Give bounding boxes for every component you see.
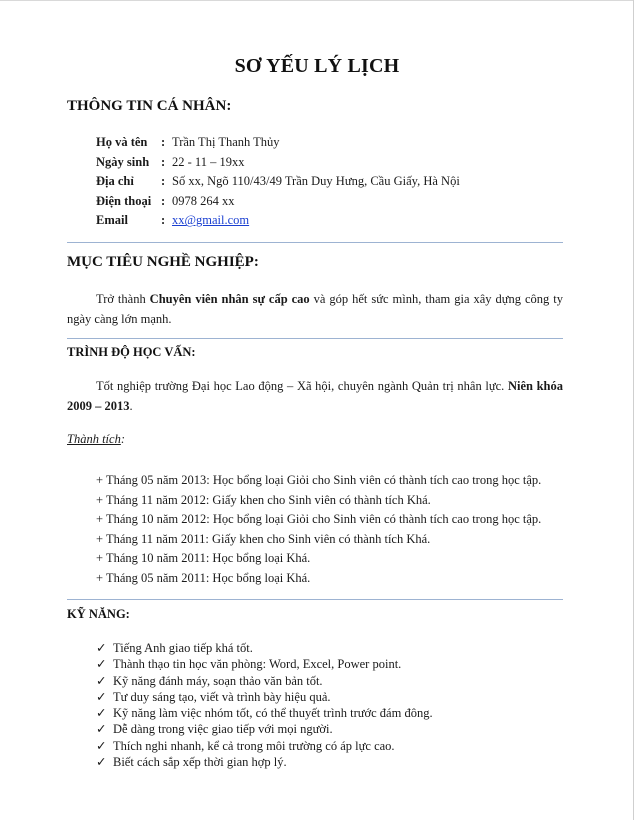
info-value-birthdate: 22 - 11 – 19xx [172, 154, 245, 169]
info-row-address [96, 172, 460, 192]
info-label: Ngày sinh [96, 154, 150, 169]
info-label: Email [96, 213, 128, 228]
skill-text: Biết cách sắp xếp thời gian hợp lý. [113, 755, 287, 770]
skill-text: Thành thạo tin học văn phòng: Word, Excel, Power point. [113, 657, 402, 672]
info-colon: : [161, 193, 166, 208]
achievement-item: + Tháng 10 năm 2011: Học bổng loại Khá. [96, 551, 311, 565]
achievements-colon: : [120, 432, 125, 446]
skill-item [96, 673, 433, 689]
info-label: Địa chỉ [96, 174, 134, 189]
checkmark-icon: ✓ [96, 722, 107, 737]
info-value-name: Trần Thị Thanh Thủy [172, 135, 280, 149]
skill-text: Kỹ năng đánh máy, soạn thảo văn bản tốt. [113, 673, 323, 688]
info-colon: : [161, 213, 166, 228]
skills-list [96, 640, 433, 770]
skill-item [96, 640, 433, 656]
education-heading: TRÌNH ĐỘ HỌC VẤN: [67, 345, 196, 359]
section-divider [67, 242, 563, 243]
info-value-address: Số xx, Ngõ 110/43/49 Trần Duy Hưng, Cầu Giấy, Hà Nội [172, 174, 460, 189]
achievement-item: + Tháng 11 năm 2012: Giấy khen cho Sinh viên có thành tích Khá. [96, 492, 431, 507]
objective-text-bold: Chuyên viên nhân sự cấp cao [149, 292, 310, 306]
page-border-top [0, 0, 634, 1]
personal-info-heading: THÔNG TIN CÁ NHÂN: [67, 98, 232, 114]
skill-text: Tiếng Anh giao tiếp khá tốt. [113, 641, 253, 655]
skill-item [96, 705, 433, 721]
skill-text: Thích nghi nhanh, kể cả trong môi trường có áp lực cao. [113, 738, 395, 753]
info-colon: : [161, 135, 166, 149]
skill-text: Tư duy sáng tạo, viết và trình bày hiệu quả. [113, 689, 331, 704]
document-title: SƠ YẾU LÝ LỊCH [234, 55, 400, 77]
skill-text: Kỹ năng làm việc nhóm tốt, có thể thuyết trình trước đám đông. [113, 706, 433, 721]
education-text-end: . [129, 398, 133, 413]
personal-info-table [96, 133, 460, 231]
info-value-phone: 0978 264 xx [172, 193, 235, 208]
checkmark-icon: ✓ [96, 657, 107, 672]
skill-item [96, 689, 433, 705]
info-colon: : [161, 174, 166, 189]
section-divider [67, 599, 563, 600]
skill-item [96, 721, 433, 737]
skill-item [96, 656, 433, 672]
achievement-item: + Tháng 05 năm 2011: Học bổng loại Khá. [96, 570, 311, 585]
skill-text: Dễ dàng trong việc giao tiếp với mọi người. [113, 722, 333, 737]
achievement-item: + Tháng 11 năm 2011: Giấy khen cho Sinh viên có thành tích Khá. [96, 531, 431, 546]
info-label: Họ và tên [96, 135, 148, 149]
skills-heading: KỸ NĂNG: [67, 607, 130, 621]
achievements-label: Thành tích [67, 432, 121, 446]
objective-heading: MỤC TIÊU NGHỀ NGHIỆP: [67, 254, 259, 270]
info-row-birthdate [96, 153, 460, 173]
education-text: Tốt nghiệp trường Đại học Lao động – Xã hội, chuyên ngành Quản trị nhân lực. [96, 379, 508, 393]
info-row-name [96, 133, 460, 153]
education-paragraph [67, 377, 563, 416]
checkmark-icon: ✓ [96, 673, 107, 688]
email-link[interactable]: xx@gmail.com [172, 213, 250, 228]
section-divider [67, 338, 563, 339]
achievements-list [96, 471, 541, 588]
skill-item [96, 754, 433, 770]
achievements-heading [67, 432, 125, 447]
objective-text-end: và góp hết sức mình, tham gia xây dựng công ty ngày càng lớn mạnh. [67, 292, 563, 326]
info-row-email [96, 211, 460, 231]
achievement-item: + Tháng 10 năm 2012: Học bổng loại Giỏi cho Sinh viên có thành tích cao trong học tập. [96, 512, 542, 526]
objective-text-start: Trở thành [96, 292, 150, 306]
info-colon: : [161, 154, 166, 169]
checkmark-icon: ✓ [96, 738, 107, 753]
info-row-phone [96, 192, 460, 212]
objective-paragraph [67, 290, 563, 329]
checkmark-icon: ✓ [96, 689, 107, 704]
education-text-bold: Niên khóa 2009 – 2013 [67, 379, 563, 413]
achievement-item: + Tháng 05 năm 2013: Học bổng loại Giỏi cho Sinh viên có thành tích cao trong học tập. [96, 473, 542, 487]
checkmark-icon: ✓ [96, 706, 107, 721]
skill-item [96, 738, 433, 754]
checkmark-icon: ✓ [96, 755, 107, 770]
checkmark-icon: ✓ [96, 641, 107, 655]
info-label: Điện thoại [96, 193, 152, 208]
